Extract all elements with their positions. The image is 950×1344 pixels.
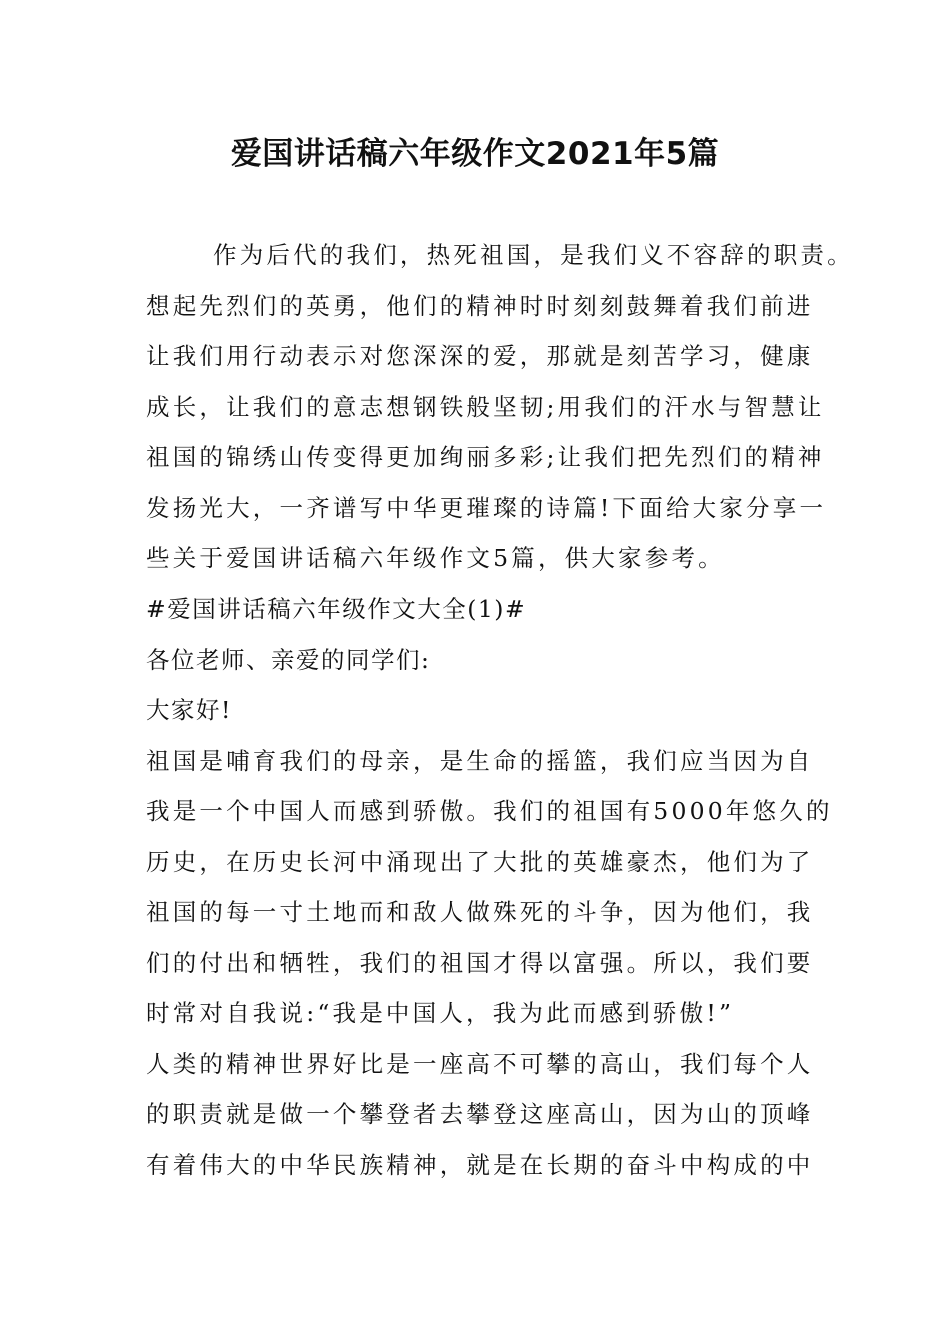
text-line-18: 的职责就是做一个攀登者去攀登这座高山，因为山的顶峰: [146, 1100, 814, 1128]
text-line-6: 发扬光大，一齐谱写中华更璀璨的诗篇!下面给大家分享一: [146, 494, 827, 522]
text-line-7: 些关于爱国讲话稿六年级作文5篇，供大家参考。: [146, 544, 725, 572]
document-title: 爱国讲话稿六年级作文2021年5篇: [230, 136, 720, 172]
text-line-16: 时常对自我说:“我是中国人，我为此而感到骄傲!”: [146, 999, 735, 1027]
text-line-11: 祖国是哺育我们的母亲，是生命的摇篮，我们应当因为自: [146, 747, 814, 775]
text-line-15: 们的付出和牺牲，我们的祖国才得以富强。所以，我们要: [146, 949, 814, 977]
text-line-5: 祖国的锦绣山传变得更加绚丽多彩;让我们把先烈们的精神: [146, 443, 825, 471]
text-line-4: 成长，让我们的意志想钢铁般坚韧;用我们的汗水与智慧让: [146, 393, 825, 421]
text-line-2: 想起先烈们的英勇，他们的精神时时刻刻鼓舞着我们前进: [146, 292, 814, 320]
text-line-13: 历史，在历史长河中涌现出了大批的英雄豪杰，他们为了: [146, 848, 814, 876]
text-line-12: 我是一个中国人而感到骄傲。我们的祖国有5000年悠久的: [146, 797, 833, 825]
salutation-line: 各位老师、亲爱的同学们:: [146, 646, 431, 674]
greeting-line: 大家好!: [146, 696, 232, 724]
text-line-3: 让我们用行动表示对您深深的爱，那就是刻苦学习，健康: [146, 342, 814, 370]
section-heading: #爱国讲话稿六年级作文大全(1)#: [146, 595, 527, 623]
text-line-19: 有着伟大的中华民族精神，就是在长期的奋斗中构成的中: [146, 1151, 814, 1179]
text-line-14: 祖国的每一寸土地而和敌人做殊死的斗争，因为他们，我: [146, 898, 814, 926]
text-line-1: 作为后代的我们，热死祖国，是我们义不容辞的职责。: [213, 241, 854, 269]
text-line-17: 人类的精神世界好比是一座高不可攀的高山，我们每个人: [146, 1050, 814, 1078]
